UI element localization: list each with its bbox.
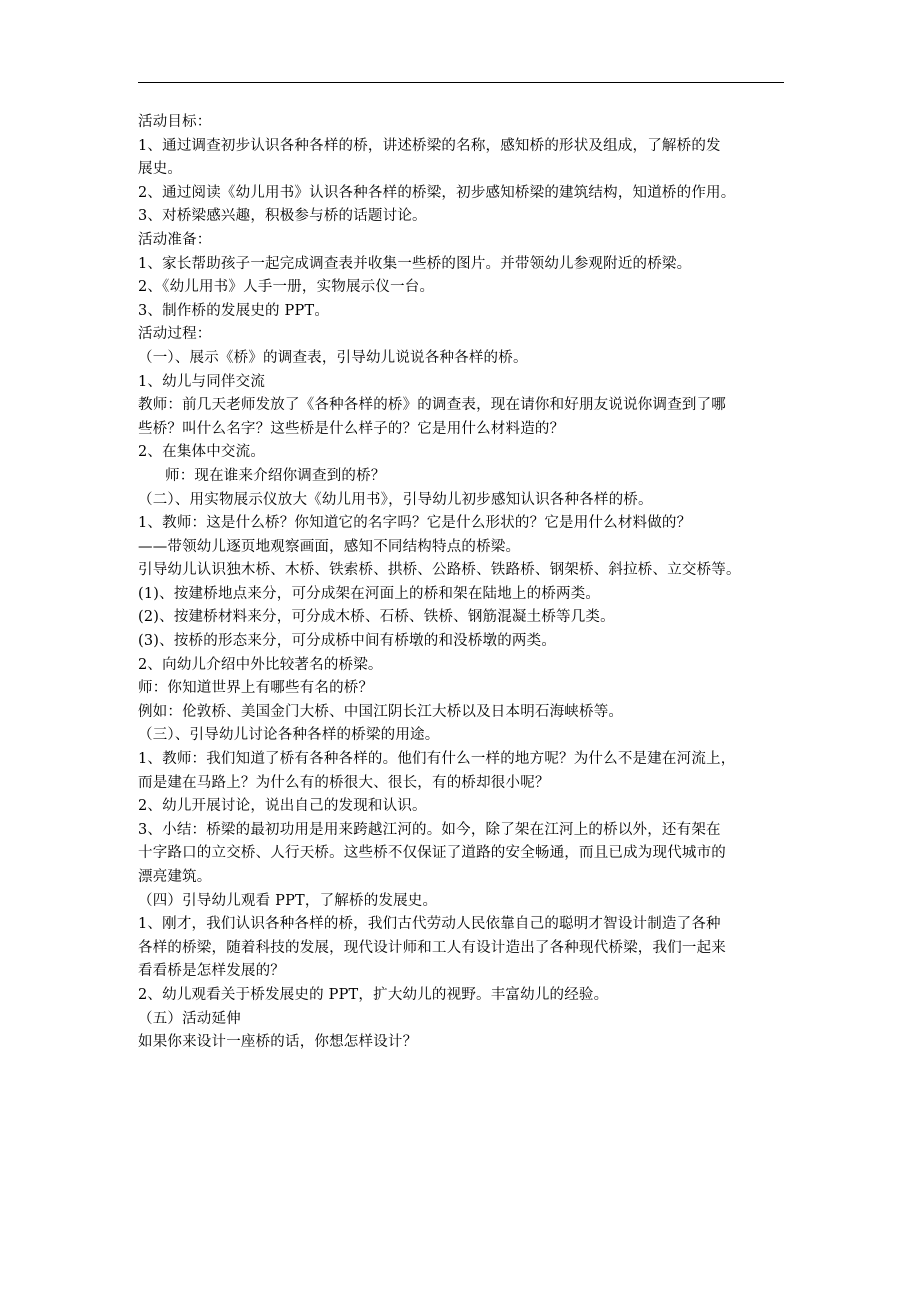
prep-2: 2、《幼儿用书》人手一册，实物展示仪一台。 <box>138 279 435 296</box>
prep-3: 3、制作桥的发展史的 PPT。 <box>138 302 330 319</box>
process-2-examples: 例如：伦敦桥、美国金门大桥、中国江阴长江大桥以及日本明石海峡桥等。 <box>138 703 624 720</box>
process-2-teacher-question: 师：你知道世界上有哪些有名的桥？ <box>138 680 374 697</box>
goal-3: 3、对桥梁感兴趣，积极参与桥的话题讨论。 <box>138 208 427 225</box>
process-2-observe: ——带领幼儿逐页地观察画面，感知不同结构特点的桥梁。 <box>138 538 521 555</box>
process-3-summary-line-1: 3、小结：桥梁的最初功用是用来跨越江河的。如今，除了架在江河上的桥以外，还有架在 <box>138 821 721 838</box>
process-1-item-1: 1、幼儿与同伴交流 <box>138 373 266 390</box>
process-3-item-1-line-1: 1、教师：我们知道了桥有各种各样的。他们有什么一样的地方呢？为什么不是建在河流上， <box>138 751 736 768</box>
process-2-item-2: 2、向幼儿介绍中外比较著名的桥梁。 <box>138 656 383 673</box>
process-1-teacher-line-1: 教师：前几天老师发放了《各种各样的桥》的调查表，现在请你和好朋友说说你调查到了哪 <box>138 397 726 414</box>
goal-2: 2、通过阅读《幼儿用书》认识各种各样的桥梁，初步感知桥梁的建筑结构，知道桥的作用。 <box>138 184 736 201</box>
process-part-2: （二）、用实物展示仪放大《幼儿用书》，引导幼儿初步感知认识各种各样的桥。 <box>138 491 653 508</box>
section-heading-process: 活动过程： <box>138 326 212 343</box>
process-3-summary-line-3: 漂亮建筑。 <box>138 869 212 885</box>
process-1-item-2: 2、在集体中交流。 <box>138 444 266 461</box>
process-4-item-1-line-2: 各样的桥梁，随着科技的发展，现代设计师和工人有设计造出了各种现代桥梁，我们一起来 <box>138 939 726 956</box>
process-2-item-1: 1、教师：这是什么桥？你知道它的名字吗？它是什么形状的？它是用什么材料做的？ <box>138 515 692 532</box>
process-4-item-1-line-1: 1、刚才，我们认识各种各样的桥，我们古代劳动人民依靠自己的聪明才智设计制造了各种 <box>138 916 721 933</box>
document-body <box>138 111 788 1055</box>
goal-1-line-1: 1、通过调查初步认识各种各样的桥，讲述桥梁的名称，感知桥的形状及组成，了解桥的发 <box>138 137 721 154</box>
process-3-item-1-line-2: 而是建在马路上？为什么有的桥很大、很长，有的桥却很小呢？ <box>138 774 550 791</box>
process-part-5: （五）活动延伸 <box>138 1010 241 1027</box>
process-part-4: （四）引导幼儿观看 PPT，了解桥的发展史。 <box>138 892 438 909</box>
section-heading-goals: 活动目标： <box>138 114 212 130</box>
process-2-category-2: (2)、按建桥材料来分，可分成木桥、石桥、铁桥、钢筋混凝土桥等几类。 <box>138 609 615 626</box>
prep-1: 1、家长帮助孩子一起完成调查表并收集一些桥的图片。并带领幼儿参观附近的桥梁。 <box>138 255 692 272</box>
process-3-summary-line-2: 十字路口的立交桥、人行天桥。这些桥不仅保证了道路的安全畅通，而且已成为现代城市的 <box>138 845 726 862</box>
process-part-1: （一）、展示《桥》的调查表，引导幼儿说说各种各样的桥。 <box>138 349 528 366</box>
section-heading-preparation: 活动准备： <box>138 231 212 248</box>
process-2-bridge-types: 引导幼儿认识独木桥、木桥、铁索桥、拱桥、公路桥、铁路桥、钢架桥、斜拉桥、立交桥等。 <box>138 562 741 579</box>
header-rule <box>138 82 784 83</box>
goal-1-line-2: 展史。 <box>138 161 183 178</box>
process-3-item-2: 2、幼儿开展讨论，说出自己的发现和认识。 <box>138 798 427 815</box>
process-2-category-1: (1)、按建桥地点来分，可分成架在河面上的桥和架在陆地上的桥两类。 <box>138 585 601 602</box>
process-4-item-1-line-3: 看看桥是怎样发展的？ <box>138 963 285 980</box>
process-1-teacher-line-2: 些桥？叫什么名字？这些桥是什么样子的？它是用什么材料造的？ <box>138 420 565 437</box>
process-part-3: （三）、引导幼儿讨论各种各样的桥梁的用途。 <box>138 727 440 744</box>
process-4-item-2: 2、幼儿观看关于桥发展史的 PPT，扩大幼儿的视野。丰富幼儿的经验。 <box>138 986 609 1003</box>
process-1-teacher-question: 师：现在谁来介绍你调查到的桥？ <box>165 467 386 484</box>
process-5-question: 如果你来设计一座桥的话，你想怎样设计？ <box>138 1034 418 1051</box>
process-2-category-3: (3)、按桥的形态来分，可分成桥中间有桥墩的和没桥墩的两类。 <box>138 633 557 650</box>
